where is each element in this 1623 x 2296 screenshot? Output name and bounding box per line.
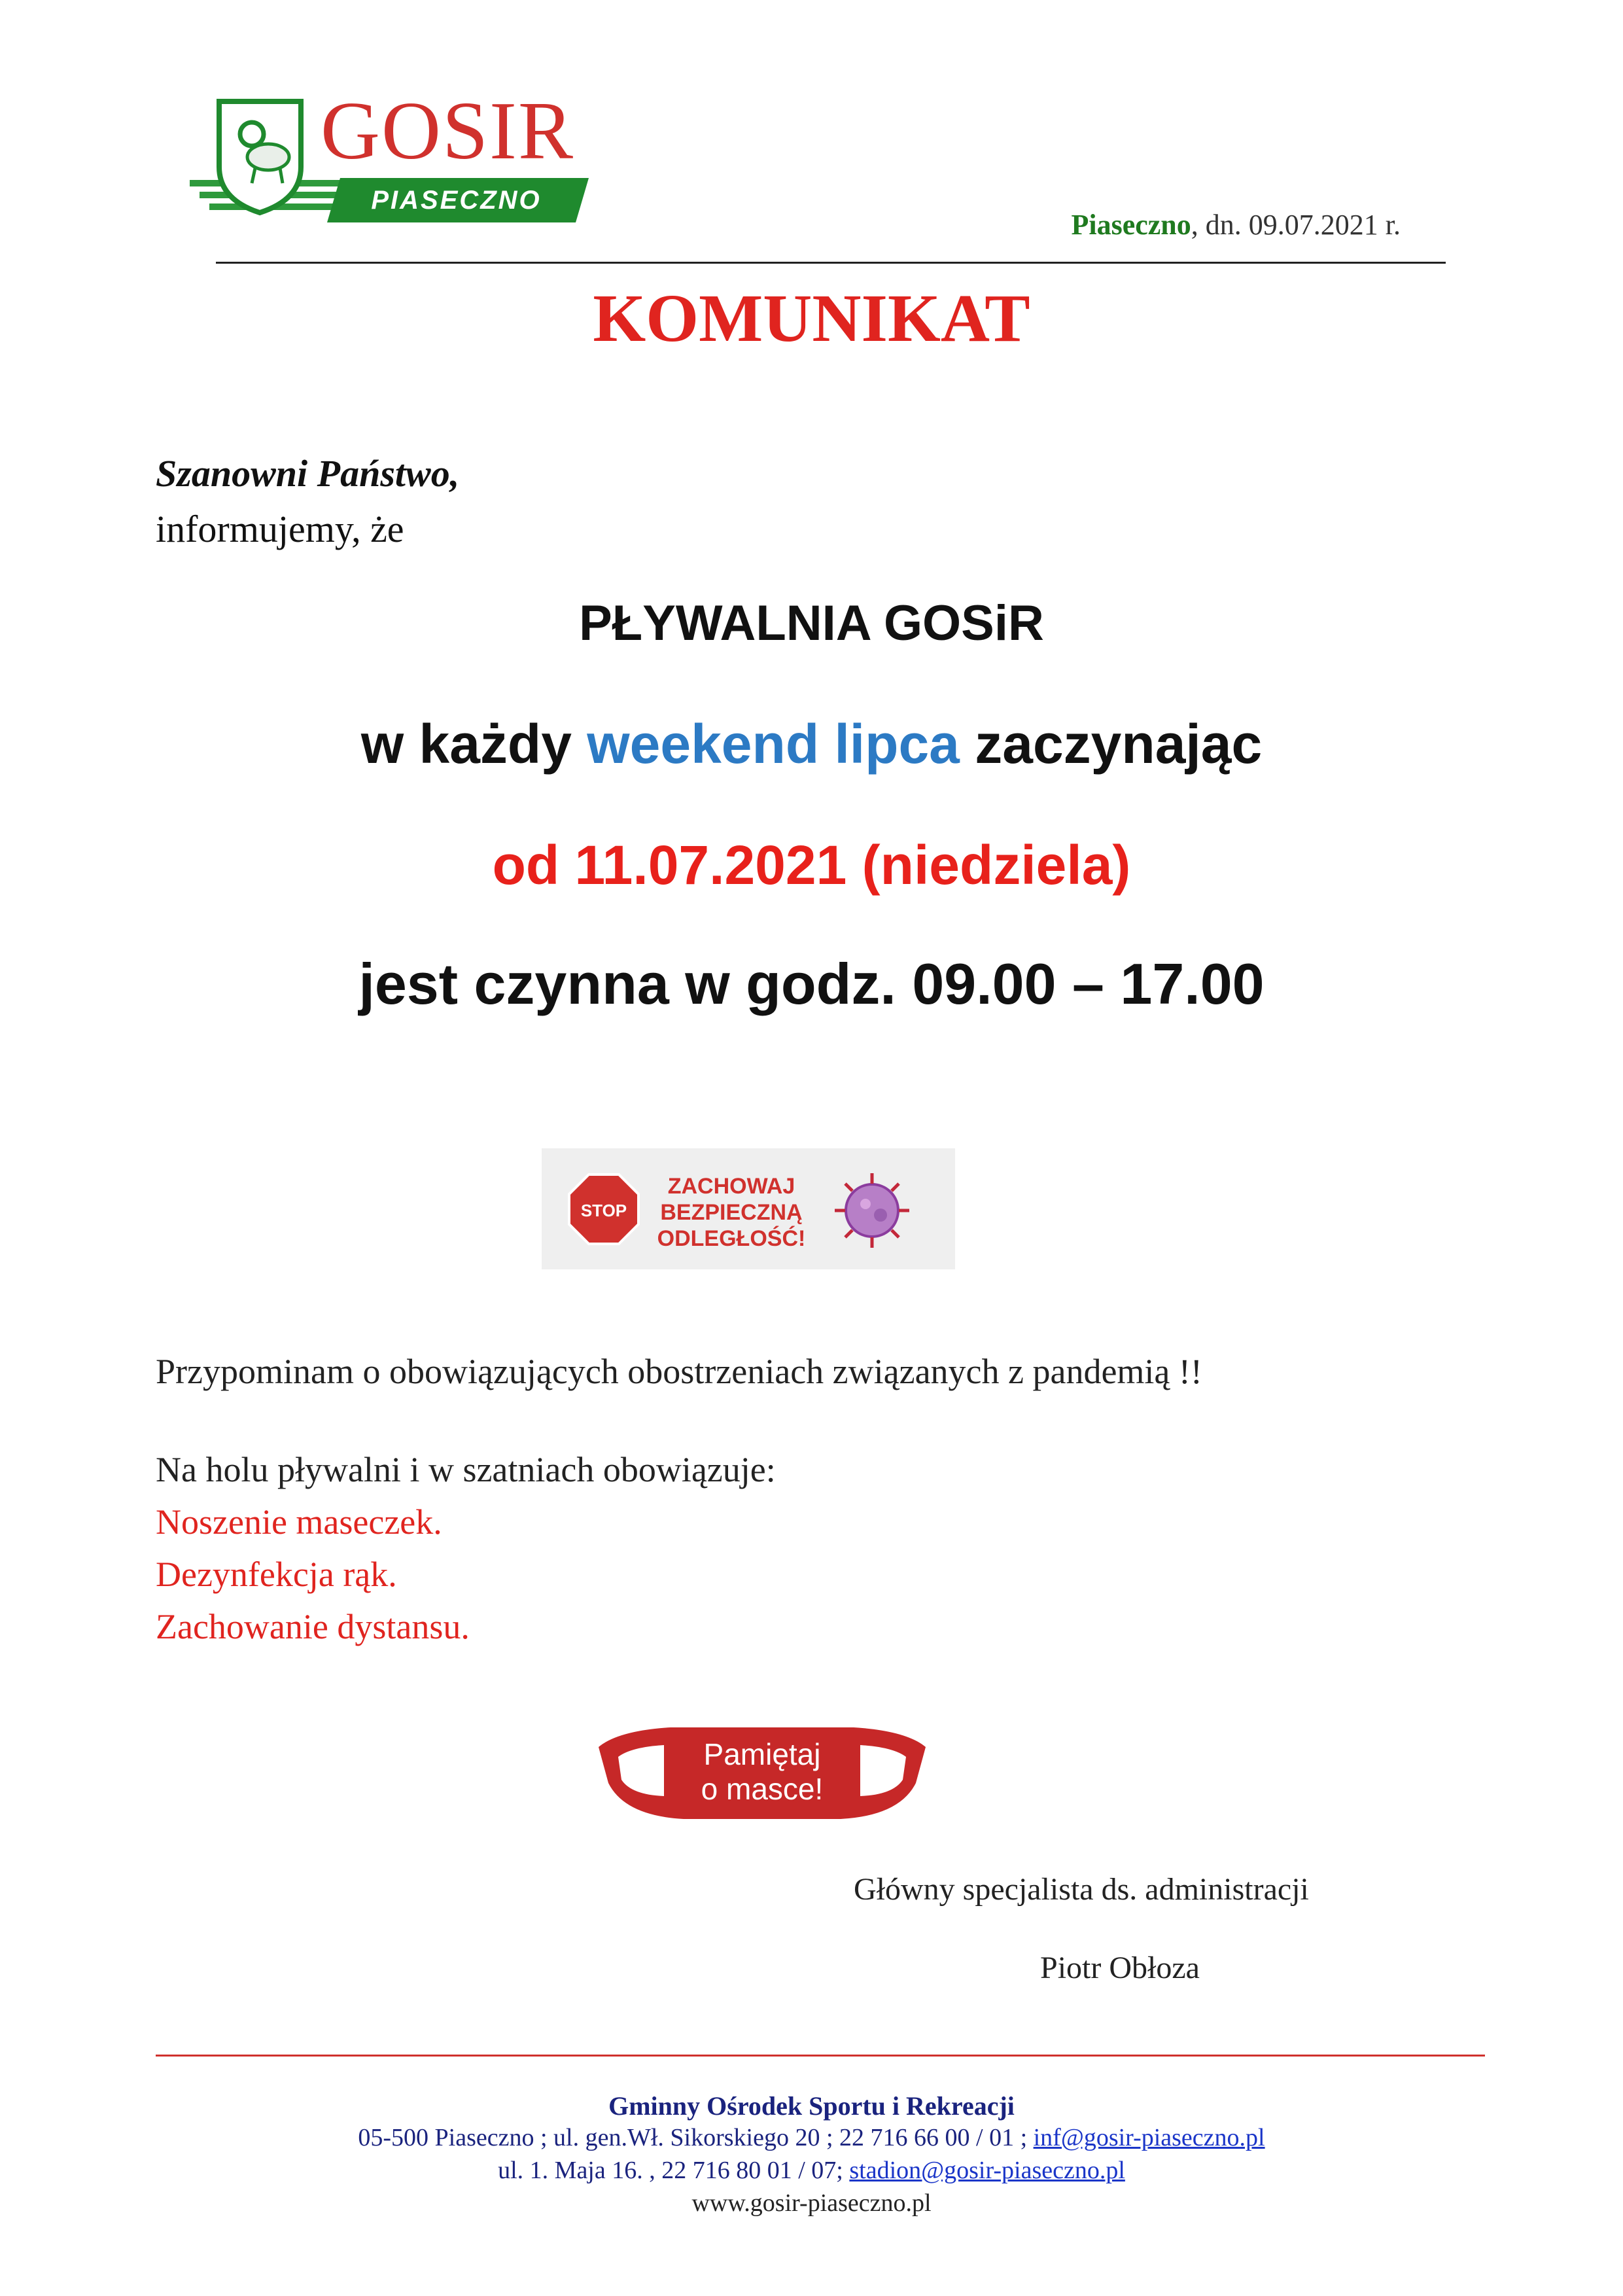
keep-distance-banner — [542, 1148, 955, 1269]
reminder-text: Przypominam o obowiązujących obostrzeniach związanych z pandemią !! — [156, 1352, 1202, 1391]
banner-line-2: BEZPIECZNĄ — [660, 1200, 803, 1225]
headline-weekend-pre: w każdy — [360, 713, 587, 775]
email-link-info[interactable]: inf@gosir-piaseczno.pl — [1033, 2124, 1265, 2151]
header-divider — [216, 262, 1446, 264]
footer-address-2-text: ul. 1. Maja 16. , 22 716 80 01 / 07; — [498, 2157, 850, 2184]
place-date — [1071, 208, 1401, 241]
virus-icon — [829, 1168, 915, 1253]
footer-divider — [156, 2055, 1485, 2057]
headline-hours: jest czynna w godz. 09.00 – 17.00 — [358, 951, 1265, 1016]
place-city: Piaseczno — [1071, 209, 1191, 241]
banner-line-1: ZACHOWAJ — [667, 1174, 795, 1199]
headline-pool: PŁYWALNIA GOSiR — [579, 595, 1044, 651]
headline-weekend-post: zaczynając — [959, 713, 1263, 775]
logo-subtitle: PIASECZNO — [371, 186, 542, 215]
footer-address-2 — [0, 2156, 1623, 2186]
stop-sign-label: STOP — [580, 1201, 627, 1220]
headline-weekend — [0, 713, 1623, 775]
headline-weekend-highlight: weekend lipca — [587, 713, 960, 775]
email-link-stadion[interactable]: stadion@gosir-piaseczno.pl — [849, 2157, 1125, 2184]
footer-address-1 — [0, 2123, 1623, 2153]
logo-wordmark: GOSIR — [321, 86, 575, 177]
banner-line-3: ODLEGŁOŚĆ! — [657, 1226, 806, 1251]
footer-org: Gminny Ośrodek Sportu i Rekreacji — [608, 2091, 1015, 2121]
footer-address-1-text: 05-500 Piaseczno ; ul. gen.Wł. Sikorskiego 20 ; 22 716 66 00 / 01 ; — [358, 2124, 1034, 2151]
banner-text — [650, 1173, 813, 1252]
greeting: Szanowni Państwo, — [156, 452, 460, 495]
rules-intro: Na holu pływalni i w szatniach obowiązuje: — [156, 1450, 776, 1489]
intro-text: informujemy, że — [156, 508, 404, 550]
signature-name: Piotr Obłoza — [1040, 1951, 1200, 1985]
page-title: KOMUNIKAT — [593, 281, 1030, 356]
face-mask-icon — [592, 1711, 932, 1826]
rule-item: Noszenie maseczek. — [156, 1502, 442, 1542]
rule-item: Dezynfekcja rąk. — [156, 1555, 397, 1594]
signature-title: Główny specjalista ds. administracji — [854, 1872, 1309, 1907]
date-text: , dn. 09.07.2021 r. — [1191, 209, 1401, 241]
rule-item: Zachowanie dystansu. — [156, 1607, 470, 1646]
mask-line-2: o masce! — [701, 1772, 824, 1806]
stop-sign-icon — [568, 1173, 640, 1245]
mask-line-1: Pamiętaj — [703, 1737, 821, 1771]
footer-website[interactable]: www.gosir-piaseczno.pl — [691, 2189, 932, 2217]
headline-start-date: od 11.07.2021 (niedziela) — [492, 834, 1131, 896]
